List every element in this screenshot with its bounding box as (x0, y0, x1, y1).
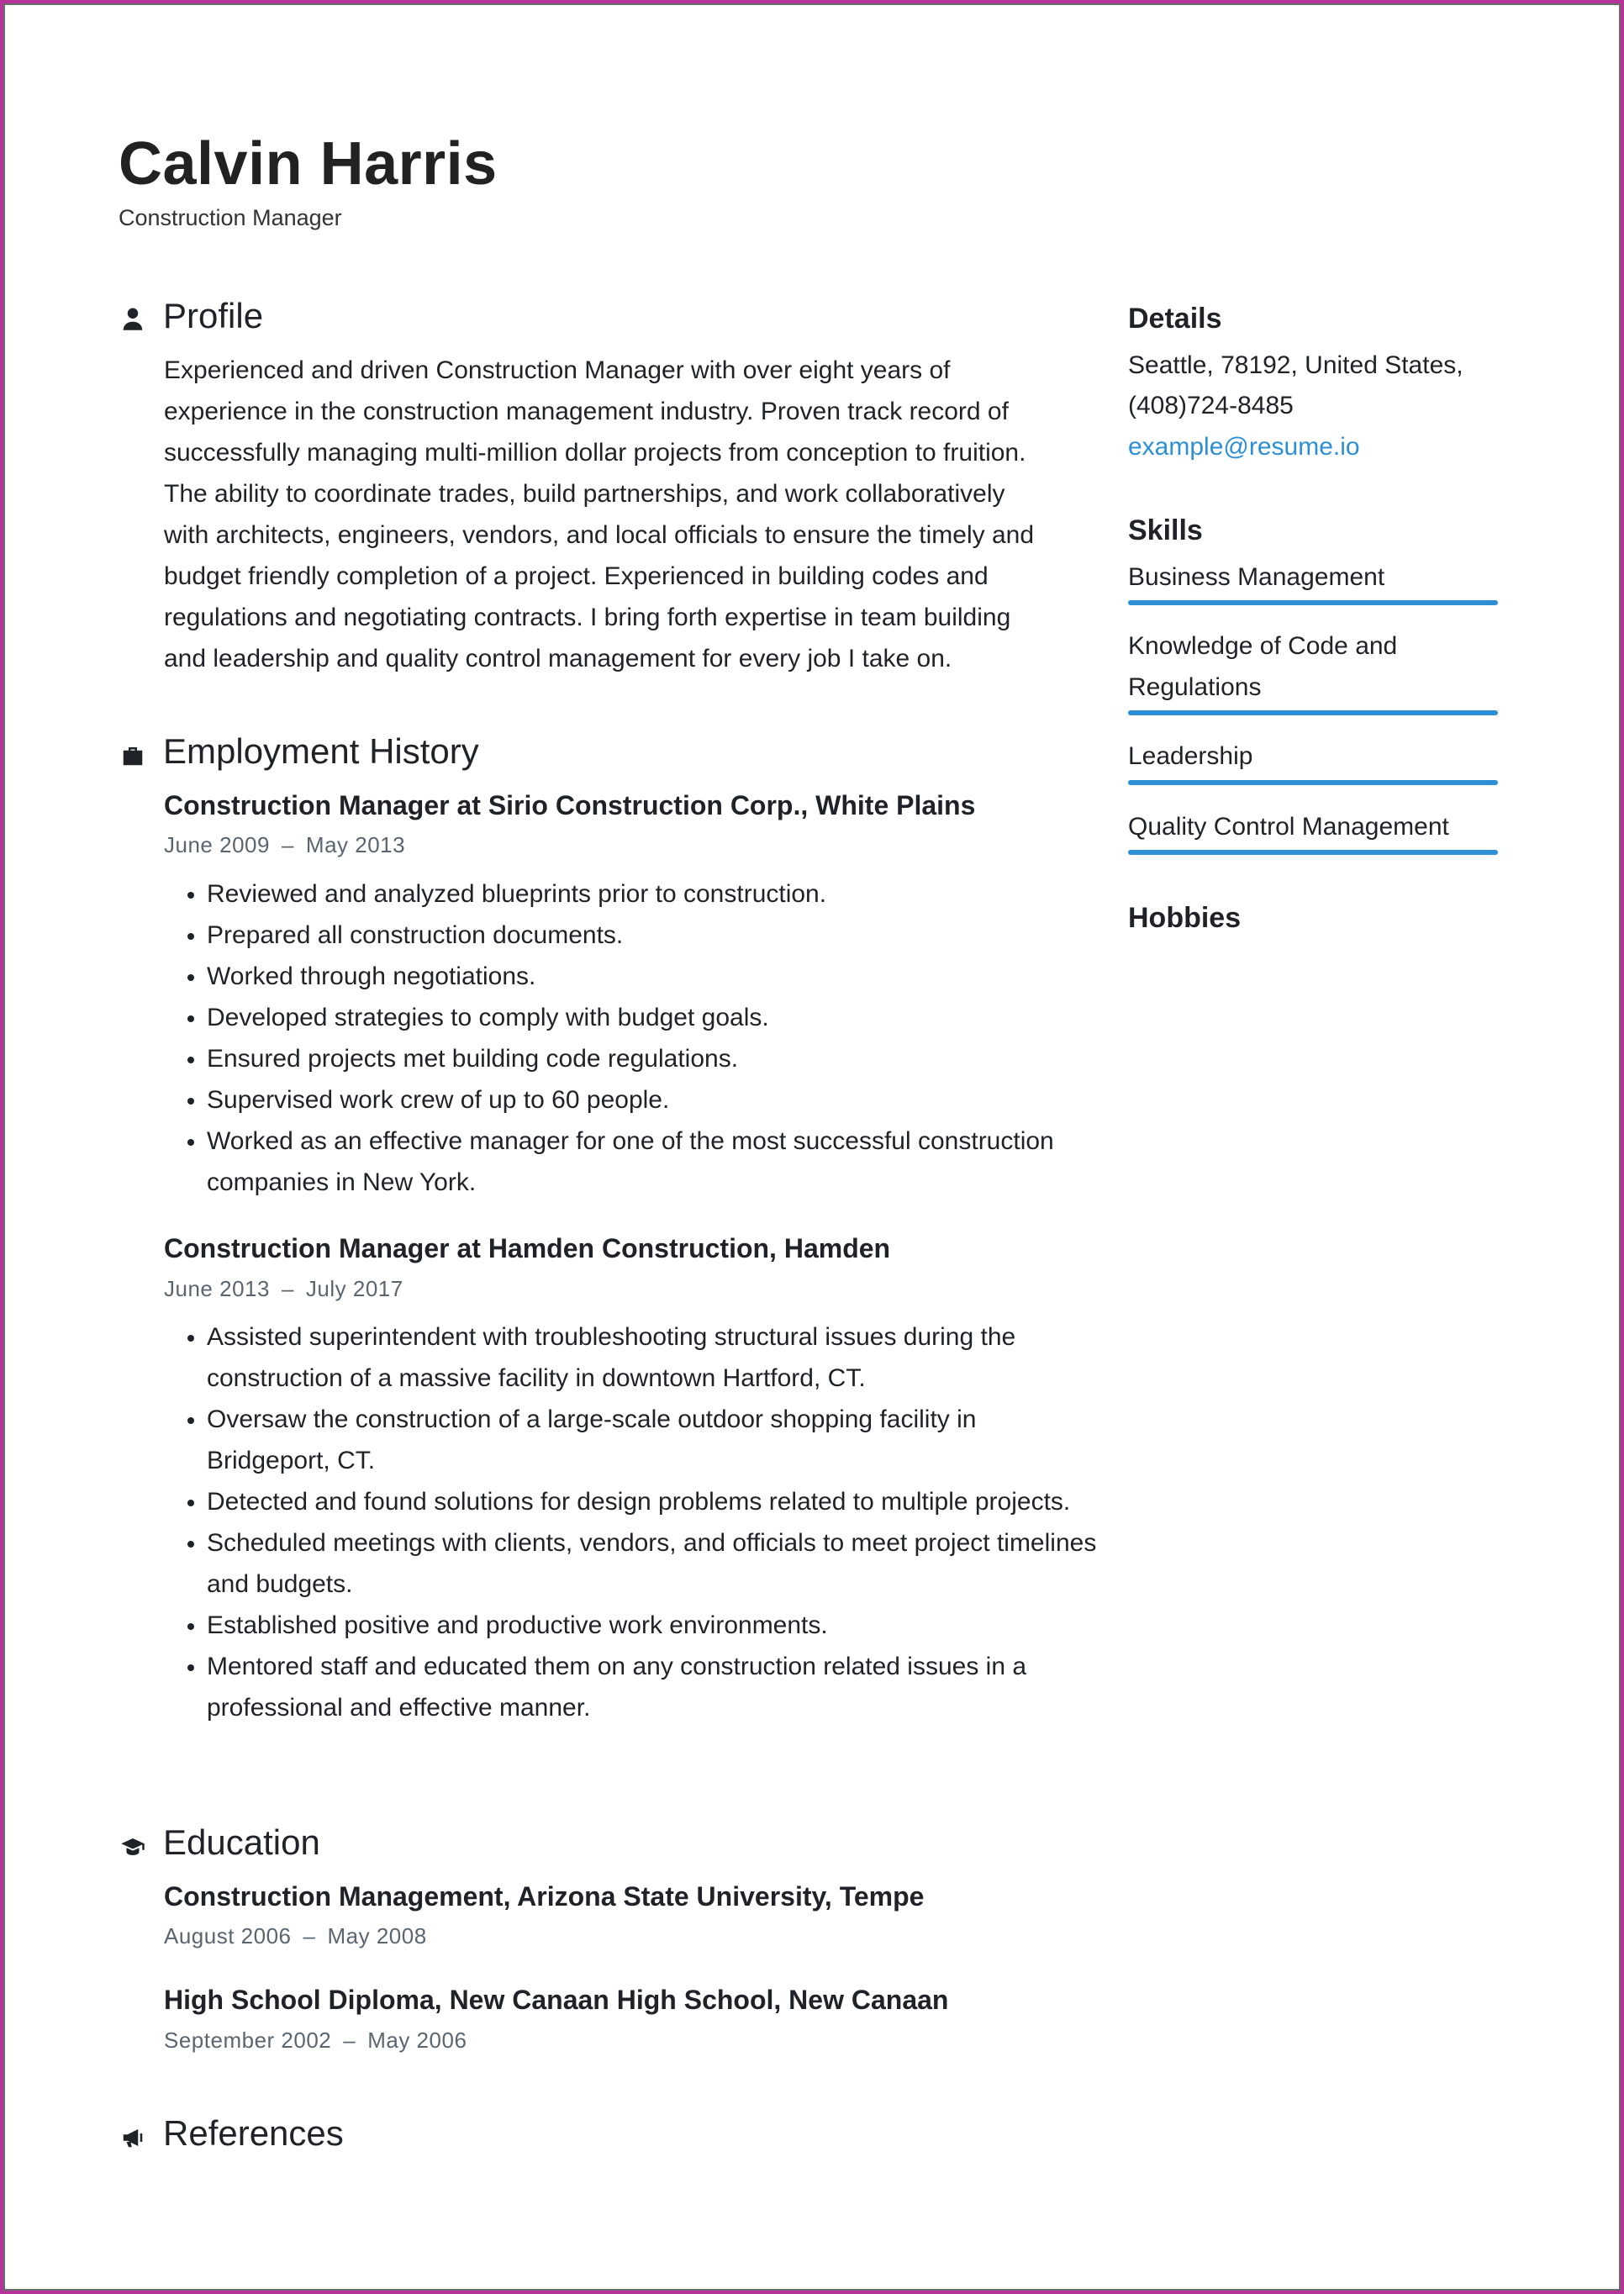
job-start-date: June 2009 (164, 832, 270, 857)
address-text: Seattle, 78192, United States, (1128, 351, 1463, 379)
education-dates: August 2006 – May 2008 (164, 1923, 427, 1949)
list-item: • Mentored staff and educated them on any construction related issues in a professional and effective manner. (207, 1646, 1098, 1728)
job-end-date: July 2017 (305, 1276, 403, 1301)
list-item: • Supervised work crew of up to 60 people. (207, 1079, 1098, 1121)
job-title: Construction Manager at Hamden Construction, Hamden (164, 1233, 891, 1263)
list-item: • Prepared all construction documents. (207, 915, 1098, 956)
references-heading: References (163, 2113, 344, 2153)
job-end-date: May 2013 (305, 832, 406, 857)
list-item: • Worked through negotiations. (207, 956, 1098, 997)
skills-heading: Skills (1128, 514, 1203, 546)
graduation-cap-icon (119, 1833, 147, 1861)
list-item: • Scheduled meetings with clients, vendors, and officials to meet project timelines and budgets. (207, 1522, 1098, 1605)
list-item: • Oversaw the construction of a large-scale outdoor shopping facility in Bridgeport, CT. (207, 1399, 1098, 1481)
list-item: • Detected and found solutions for design problems related to multiple projects. (207, 1481, 1098, 1522)
education-end-date: May 2008 (327, 1923, 427, 1949)
education-start-date: August 2006 (164, 1923, 292, 1949)
skill-level-bar (1128, 600, 1498, 605)
employment-heading: Employment History (163, 731, 479, 771)
education-heading: Education (163, 1822, 320, 1862)
phone-text: (408)724-8485 (1128, 392, 1294, 419)
briefcase-icon (119, 741, 147, 770)
candidate-name: Calvin Harris (119, 130, 498, 198)
job-duties-list (164, 1316, 1098, 1728)
list-item: • Established positive and productive work environments. (207, 1605, 1098, 1646)
skill-level-bar (1128, 780, 1498, 785)
education-title: High School Diploma, New Canaan High School, New Canaan (164, 1985, 949, 2015)
education-dates: September 2002 – May 2006 (164, 2028, 467, 2053)
skill-item: Knowledge of Code and Regulations (1128, 632, 1398, 701)
hobbies-heading: Hobbies (1128, 902, 1242, 934)
skill-item: Quality Control Management (1128, 813, 1449, 841)
list-item: • Worked as an effective manager for one of the most successful construction companies in New York. (207, 1121, 1098, 1203)
person-icon (119, 304, 147, 333)
job-start-date: June 2013 (164, 1276, 270, 1301)
list-item: • Assisted superintendent with troubleshooting structural issues during the construction of a massive facility in downtown Hartford, CT. (207, 1316, 1098, 1399)
job-duties-list (164, 873, 1098, 1203)
job-dates: June 2009 – May 2013 (164, 832, 406, 857)
email-link[interactable]: example@resume.io (1128, 433, 1360, 461)
job-dates: June 2013 – July 2017 (164, 1276, 403, 1301)
profile-summary: Experienced and driven Construction Manager with over eight years of experience in the construction management industry. Proven track record of successfully managing multi-million dollar projects from conception to fruition. The ability to coordinate trades, build partnerships, and work collaboratively with architects, engineers, vendors, and local officials to ensure the timely and budget friendly completion of a project. Experienced in building codes and regulations and negotiating contracts. I bring forth expertise in team building and leadership and quality control management for every job I take on. (164, 356, 1034, 672)
list-item: • Reviewed and analyzed blueprints prior to construction. (207, 873, 1098, 915)
details-heading: Details (1128, 303, 1222, 335)
skill-level-bar (1128, 850, 1498, 855)
job-title: Construction Manager at Sirio Construction Corp., White Plains (164, 790, 976, 820)
megaphone-icon (119, 2123, 147, 2152)
profile-heading: Profile (163, 296, 264, 335)
skill-level-bar (1128, 710, 1498, 715)
education-end-date: May 2006 (367, 2028, 467, 2053)
skill-item: Leadership (1128, 742, 1253, 770)
list-item: • Developed strategies to comply with budget goals. (207, 997, 1098, 1038)
list-item: • Ensured projects met building code regulations. (207, 1038, 1098, 1079)
education-title: Construction Management, Arizona State University, Tempe (164, 1881, 925, 1912)
skill-item: Business Management (1128, 563, 1385, 591)
education-start-date: September 2002 (164, 2028, 332, 2053)
candidate-role: Construction Manager (119, 205, 342, 230)
